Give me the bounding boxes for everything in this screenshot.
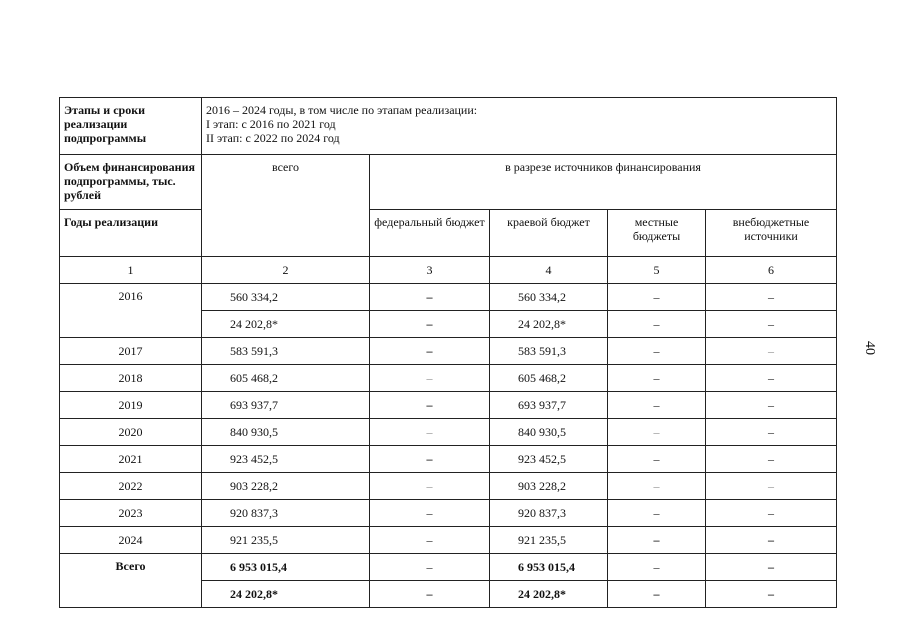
subprogram-financing-table — [59, 97, 837, 608]
regional-cell: 923 452,5 — [490, 446, 608, 473]
sources-header: в разрезе источников финансирования — [370, 155, 837, 210]
sources-subheader-row — [60, 210, 837, 257]
local-cell: – — [608, 392, 706, 419]
federal-cell: – — [370, 338, 490, 365]
federal-cell: – — [370, 581, 490, 608]
total-cell: 921 235,5 — [202, 527, 370, 554]
regional-cell: 583 591,3 — [490, 338, 608, 365]
column-numbers-row — [60, 257, 837, 284]
federal-cell: – — [370, 527, 490, 554]
total-cell: 903 228,2 — [202, 473, 370, 500]
stages-line: 2016 – 2024 годы, в том числе по этапам реализации: — [206, 103, 478, 117]
local-cell: – — [608, 419, 706, 446]
federal-cell: – — [370, 554, 490, 581]
col-number: 5 — [608, 257, 706, 284]
local-cell: – — [608, 338, 706, 365]
local-cell: – — [608, 554, 706, 581]
year-cell: 2019 — [60, 392, 202, 419]
regional-cell: 693 937,7 — [490, 392, 608, 419]
federal-col-header: федеральный бюджет — [370, 210, 490, 257]
local-cell: – — [608, 527, 706, 554]
stages-line: I этап: с 2016 по 2021 год — [206, 117, 336, 131]
stages-line: II этап: с 2022 по 2024 год — [206, 131, 340, 145]
total-col-header: всего — [202, 155, 370, 257]
regional-cell: 903 228,2 — [490, 473, 608, 500]
total-cell: 605 468,2 — [202, 365, 370, 392]
table-row — [60, 338, 837, 365]
federal-cell: – — [370, 473, 490, 500]
regional-cell: 6 953 015,4 — [490, 554, 608, 581]
table-row — [60, 446, 837, 473]
table-row — [60, 419, 837, 446]
total-cell: 583 591,3 — [202, 338, 370, 365]
table-row — [60, 473, 837, 500]
year-cell: 2021 — [60, 446, 202, 473]
stages-row — [60, 98, 837, 155]
year-cell: 2018 — [60, 365, 202, 392]
funding-header-row — [60, 155, 837, 210]
total-cell: 840 930,5 — [202, 419, 370, 446]
extra-col-header: внебюджетные источники — [706, 210, 837, 257]
year-cell: 2023 — [60, 500, 202, 527]
page-number: 40 — [862, 341, 877, 355]
federal-cell: – — [370, 500, 490, 527]
col-number: 6 — [706, 257, 837, 284]
table-row — [60, 527, 837, 554]
regional-cell: 605 468,2 — [490, 365, 608, 392]
extra-cell: – — [706, 473, 837, 500]
years-label: Годы реализации — [60, 210, 202, 257]
extra-cell: – — [706, 527, 837, 554]
col-number: 2 — [202, 257, 370, 284]
regional-cell: 921 235,5 — [490, 527, 608, 554]
federal-cell: – — [370, 392, 490, 419]
total-cell: 24 202,8* — [202, 581, 370, 608]
extra-cell: – — [706, 581, 837, 608]
federal-cell: – — [370, 311, 490, 338]
total-cell: 24 202,8* — [202, 311, 370, 338]
table-row — [60, 500, 837, 527]
total-cell: 920 837,3 — [202, 500, 370, 527]
local-cell: – — [608, 284, 706, 311]
col-number: 4 — [490, 257, 608, 284]
extra-cell: – — [706, 311, 837, 338]
table-row — [60, 392, 837, 419]
local-cell: – — [608, 311, 706, 338]
year-cell: 2016 — [60, 284, 202, 338]
funding-label: Объем финансирования подпрограммы, тыс. рублей — [60, 155, 202, 210]
extra-cell: – — [706, 419, 837, 446]
local-col-header: местные бюджеты — [608, 210, 706, 257]
local-cell: – — [608, 581, 706, 608]
table-row — [60, 284, 837, 311]
table-row — [60, 365, 837, 392]
col-number: 3 — [370, 257, 490, 284]
total-cell: 923 452,5 — [202, 446, 370, 473]
federal-cell: – — [370, 365, 490, 392]
year-cell: 2017 — [60, 338, 202, 365]
stages-label: Этапы и сроки реализации подпрограммы — [60, 98, 202, 155]
total-cell: 560 334,2 — [202, 284, 370, 311]
total-cell: 693 937,7 — [202, 392, 370, 419]
local-cell: – — [608, 365, 706, 392]
federal-cell: – — [370, 446, 490, 473]
year-cell: 2022 — [60, 473, 202, 500]
local-cell: – — [608, 500, 706, 527]
federal-cell: – — [370, 284, 490, 311]
year-cell: 2024 — [60, 527, 202, 554]
federal-cell: – — [370, 419, 490, 446]
extra-cell: – — [706, 446, 837, 473]
stages-text — [202, 98, 837, 155]
year-cell: 2020 — [60, 419, 202, 446]
extra-cell: – — [706, 392, 837, 419]
extra-cell: – — [706, 338, 837, 365]
extra-cell: – — [706, 500, 837, 527]
extra-cell: – — [706, 284, 837, 311]
regional-cell: 920 837,3 — [490, 500, 608, 527]
extra-cell: – — [706, 554, 837, 581]
regional-col-header: краевой бюджет — [490, 210, 608, 257]
local-cell: – — [608, 473, 706, 500]
regional-cell: 840 930,5 — [490, 419, 608, 446]
totals-label: Всего — [60, 554, 202, 608]
regional-cell: 560 334,2 — [490, 284, 608, 311]
col-number: 1 — [60, 257, 202, 284]
total-cell: 6 953 015,4 — [202, 554, 370, 581]
totals-row — [60, 554, 837, 581]
extra-cell: – — [706, 365, 837, 392]
regional-cell: 24 202,8* — [490, 581, 608, 608]
local-cell: – — [608, 446, 706, 473]
regional-cell: 24 202,8* — [490, 311, 608, 338]
